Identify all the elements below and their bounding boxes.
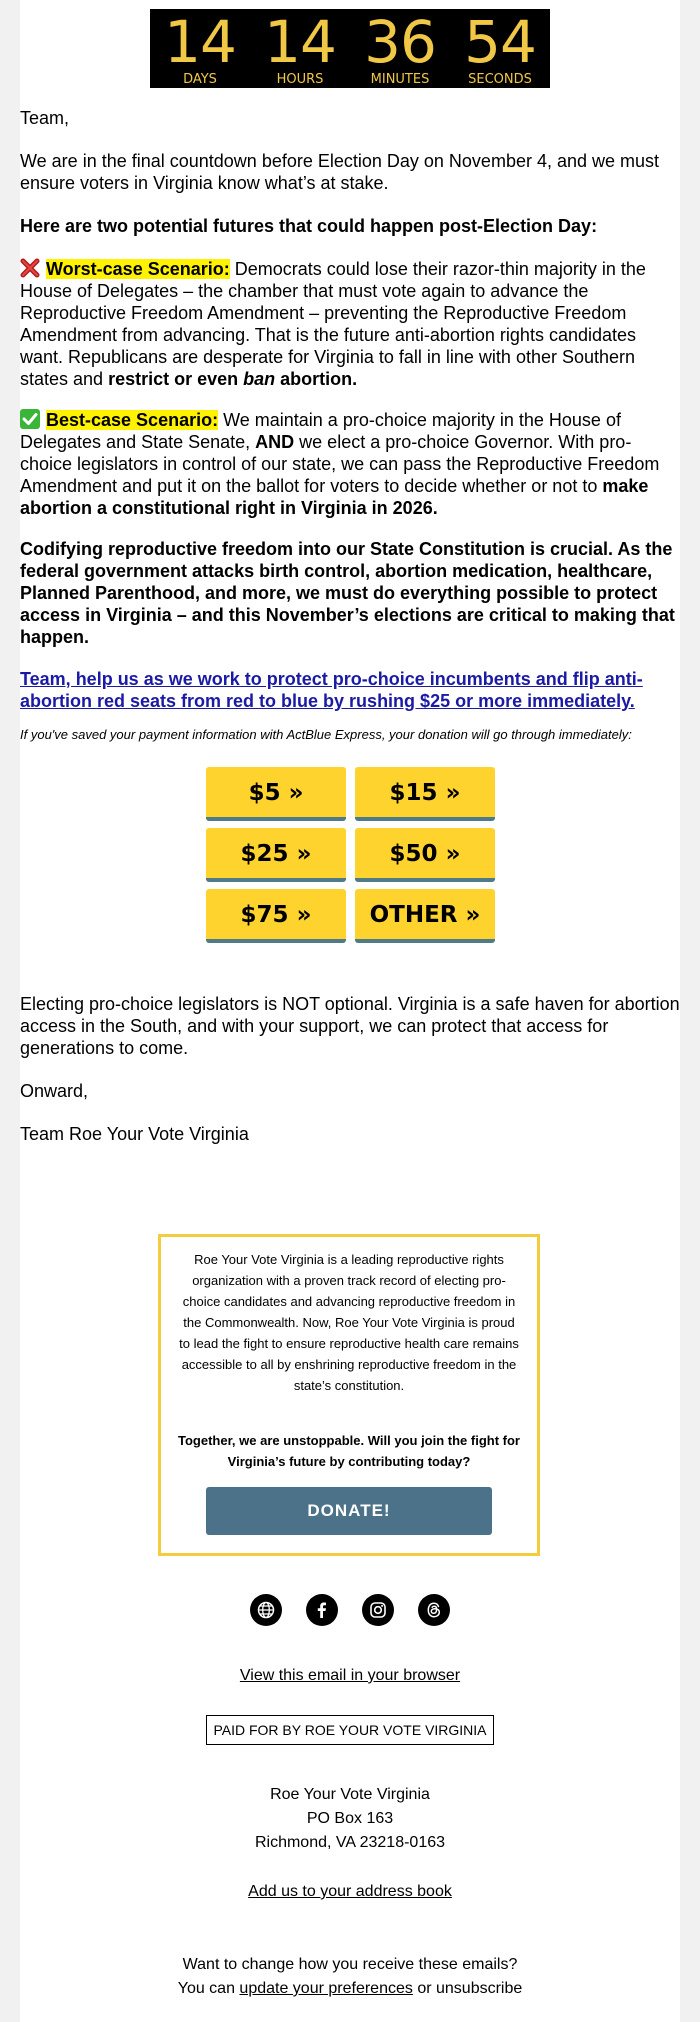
best-case-text-2: we elect a pro-choice Governor. With pro-choice legislators in control of our state, we can pass the Reproductive Freedom Amendment and put it on the ballot for voters to decide whether or not to xyxy=(20,432,660,496)
minutes-value: 36 xyxy=(364,8,436,76)
donate-25-button[interactable]: $25 » xyxy=(206,828,346,882)
donate-75-button[interactable]: $75 » xyxy=(206,889,346,943)
unsubscribe-text[interactable]: or unsubscribe xyxy=(412,1980,523,1997)
instagram-icon xyxy=(369,1601,387,1619)
futures-heading: Here are two potential futures that could happen post-Election Day: xyxy=(20,216,598,236)
hours-label: HOURS xyxy=(276,72,324,87)
city-address: Richmond, VA 23218-0163 xyxy=(254,1834,446,1851)
countdown-hours xyxy=(250,9,350,88)
days-label: DAYS xyxy=(183,72,217,87)
worst-case-label: Worst-case Scenario: xyxy=(46,259,230,279)
countdown-timer xyxy=(150,9,550,88)
address-book-row xyxy=(20,1880,680,1904)
worst-case-ban: ban xyxy=(243,369,276,389)
threads-link[interactable] xyxy=(418,1594,450,1626)
electing-paragraph: Electing pro-choice legislators is NOT optional. Virginia is a safe haven for abortion access in the South, and with your support, we can protect that access for generations to come. xyxy=(20,994,680,1058)
globe-icon xyxy=(257,1601,275,1619)
best-case-paragraph xyxy=(20,409,680,519)
worst-case-bold: restrict or even xyxy=(108,369,244,389)
you-can-text: You can xyxy=(177,1980,240,1997)
cta-paragraph xyxy=(20,668,680,712)
threads-icon xyxy=(425,1601,443,1619)
codifying-paragraph: Codifying reproductive freedom into our State Constitution is crucial. As the federal government attacks birth control, abortion medication, healthcare, Planned Parenthood, and more, we must do everything possible to protect access in Virginia – and this November’s elections are critical to making that happen. xyxy=(20,539,675,647)
instagram-link[interactable] xyxy=(362,1594,394,1626)
about-appeal: Together, we are unstoppable. Will you join the fight for Virginia’s future by contributing today? xyxy=(178,1433,520,1469)
minutes-label: MINUTES xyxy=(370,72,430,87)
org-name: Roe Your Vote Virginia xyxy=(270,1786,430,1803)
seconds-value: 54 xyxy=(464,8,536,76)
onward: Onward, xyxy=(20,1081,89,1101)
about-text: Roe Your Vote Virginia is a leading reproductive rights organization with a proven track record of electing pro-choice candidates and advancing reproductive freedom in the Commonwealth. Now, Roe Your Vote Virginia is proud to lead the fight to ensure reproductive health care remains accessible to all by enshrining reproductive freedom in the state’s constitution. xyxy=(179,1252,519,1393)
paid-for-disclaimer: PAID FOR BY ROE YOUR VOTE VIRGINIA xyxy=(206,1715,494,1745)
website-link[interactable] xyxy=(250,1594,282,1626)
best-case-label: Best-case Scenario: xyxy=(46,410,219,430)
green-check-icon xyxy=(20,409,40,429)
donate-button[interactable]: DONATE! xyxy=(206,1487,492,1535)
countdown-seconds xyxy=(450,9,550,88)
preferences-row xyxy=(20,1977,680,2001)
donate-50-button[interactable]: $50 » xyxy=(355,828,495,882)
best-case-text: We maintain a pro-choice majority in the House of Delegates and State Senate, xyxy=(20,410,621,452)
signature: Team Roe Your Vote Virginia xyxy=(20,1124,249,1144)
view-in-browser-row xyxy=(20,1664,680,1688)
worst-case-paragraph xyxy=(20,258,680,390)
change-question: Want to change how you receive these emails? xyxy=(182,1956,518,1973)
donate-other-button[interactable]: OTHER » xyxy=(355,889,495,943)
worst-case-text: Democrats could lose their razor-thin majority in the House of Delegates – the chamber that must vote again to advance the Reproductive Freedom Amendment – preventing the Reproductive Freedom Amendment from advancing. That is the future anti-abortion rights candidates want. Republicans are desperate for Virginia to fall in line with other Southern states and xyxy=(20,259,646,389)
cta-donate-link[interactable]: Team, help us as we work to protect pro-choice incumbents and flip anti-abortion red seats from red to blue by rushing $25 or more immediately. xyxy=(20,669,643,711)
greeting: Team, xyxy=(20,108,70,128)
view-in-browser-link[interactable]: View this email in your browser xyxy=(239,1667,461,1684)
donate-5-button[interactable]: $5 » xyxy=(206,767,346,821)
best-case-and: AND xyxy=(255,432,295,452)
best-case-bold: make abortion a constitutional right in Virginia in 2026. xyxy=(20,476,649,518)
intro-paragraph: We are in the final countdown before Election Day on November 4, and we must ensure voters in Virginia know what’s at stake. xyxy=(20,151,660,193)
countdown-days xyxy=(150,9,250,88)
seconds-label: SECONDS xyxy=(468,72,532,87)
red-x-icon xyxy=(20,258,40,278)
update-preferences-link[interactable]: update your preferences xyxy=(239,1980,413,1997)
po-box: PO Box 163 xyxy=(306,1810,394,1827)
worst-case-bold-end: abortion. xyxy=(275,369,358,389)
facebook-link[interactable] xyxy=(306,1594,338,1626)
actblue-express-note: If you've saved your payment information with ActBlue Express, your donation will go through immediately: xyxy=(20,727,632,742)
address-book-link[interactable]: Add us to your address book xyxy=(248,1883,452,1900)
hours-value: 14 xyxy=(264,8,336,76)
email-page xyxy=(20,0,680,2022)
facebook-icon xyxy=(313,1601,331,1619)
donate-15-button[interactable]: $15 » xyxy=(355,767,495,821)
countdown-minutes xyxy=(350,9,450,88)
days-value: 14 xyxy=(164,8,236,76)
about-box xyxy=(158,1234,540,1556)
